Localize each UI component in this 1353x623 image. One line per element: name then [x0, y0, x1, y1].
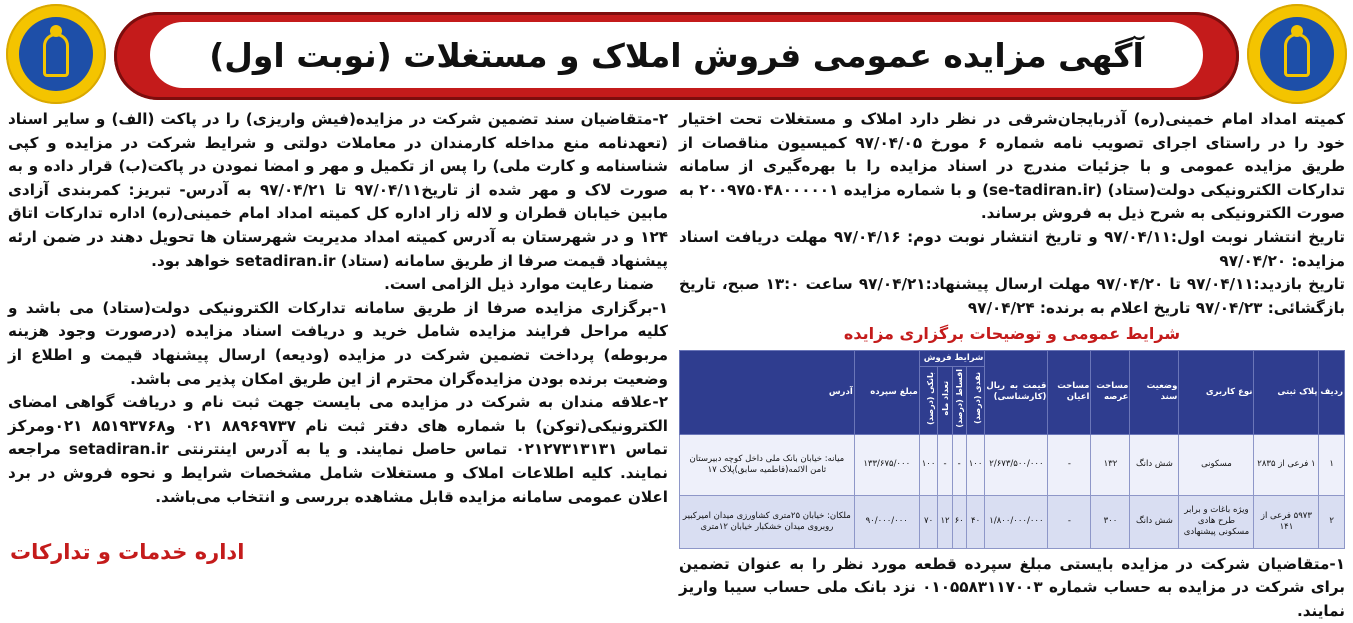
- cell-doc-status: شش دانگ: [1130, 434, 1179, 495]
- cell-cash: ۱۰۰: [966, 434, 985, 495]
- dates-paragraph-2: تاریخ بازدید:۹۷/۰۴/۱۱ تا ۹۷/۰۴/۲۰ مهلت ارسال پیشنهاد:۹۷/۰۴/۲۱ ساعت ۱۳:۰ صبح، تاریخ بازگشائی: ۹۷/۰۴/۲۳ تاریخ اعلام به برنده: ۹۷/۰۴/۲۴: [679, 275, 1346, 317]
- cell-bank: ۷۰: [919, 495, 938, 548]
- cell-usage: مسکونی: [1179, 434, 1254, 495]
- title-box: [150, 22, 1203, 88]
- condition-1-paragraph: ۱-متقاضیان شرکت در مزایده بایستی مبلغ سپرده قطعه مورد نظر را به عنوان تضمین برای شرکت در مزایده به حساب شماره ۰۱۰۵۵۸۳۱۱۷۰۰۳ نزد بانک ملی حساب سیبا واریز نمایند.: [679, 554, 1345, 620]
- cell-plate: ۵۹۷۳ فرعی از ۱۴۱: [1254, 495, 1319, 548]
- table-row: [680, 434, 1345, 495]
- header-land-area: مساحت عرصه: [1091, 350, 1130, 434]
- cell-price: ۱/۸۰۰/۰۰۰/۰۰۰: [985, 495, 1048, 548]
- cell-months: -: [938, 434, 952, 495]
- organization-logo-right: [1247, 4, 1347, 104]
- header-price: قیمت به ریال (کارشناسی): [985, 350, 1048, 434]
- cell-installment: ۶۰: [952, 495, 966, 548]
- left-paragraph-3: ضمنا رعایت موارد ذیل الزامی است.: [384, 275, 654, 294]
- left-paragraph-2: ۲-متقاضیان سند تضمین شرکت در مزایده(فیش واریزی) را در پاکت (الف) و سایر اسناد (تعهدنامه منع مداخله کارمندان در معاملات دولتی و شرایط شرکت در مزایده و کپی شناسنامه و کارت ملی) را پس از تکمیل و مهر و امضا نمودن در پاکت(ب) قرار داده و به صورت لاک و مهر شده از تاریخ۹۷/۰۴/۱۱ تا ۹۷/۰۴/۲۱ به آدرس- تبریز: کمربندی آزادی مابین خیابان قطران و لاله زار اداره کل کمیته امداد امام خمینی(ره) اداره تدارکات اتاق ۱۲۴ و در شهرستان به آدرس کمیته امداد مدیریت شهرستان ها تحویل دهند در ضمن ارئه پیشنهاد قیمت صرفا از طریق سامانه (ستاد) setadiran.ir خواهد بود.: [8, 110, 669, 270]
- cell-land-area: ۱۳۲: [1091, 434, 1130, 495]
- cell-building-area: -: [1048, 434, 1091, 495]
- organization-logo-left: [6, 4, 106, 104]
- left-paragraph-5: ۲-علاقه مندان به شرکت در مزایده می بایست جهت ثبت نام و دریافت گواهی امضای الکترونیکی(توکن) با شماره های دفتر ثبت نام ۸۸۹۶۹۷۳۷ ۰۲۱ و۸۵۱۹۳۷۶۸ ۰۲۱ومرکز تماس ۰۲۱۲۷۳۱۳۱۳۱ تماس حاصل نمایند. و یا به آدرس اینترنتی setadiran.ir مراجعه نمایند. کلیه اطلاعات املاک و مستغلات شامل مشخصات شرایط و نحوه فروش در برد اعلان عمومی سامانه مزایده قابل مشاهده بررسی و انتخاب می‌باشد.: [8, 393, 669, 506]
- cell-bank: ۱۰۰: [919, 434, 938, 495]
- header-installment: اقساط (درصد): [952, 366, 966, 434]
- auction-table: [679, 350, 1345, 549]
- left-paragraph-4: ۱-برگزاری مزایده صرفا از طریق سامانه تدارکات الکترونیکی دولت(ستاد) می باشد و کلیه مراحل فرایند مزایده شامل خرید و دریافت اسناد مزایده (درصورت وجود هزینه مربوطه) پرداخت تضمین شرکت در مزایده (ودیعه) ارسال پیشنهاد قیمت و اطلاع از وضعیت برنده بودن مزایده‌گران محترم از این طریق امکان پذیر می باشد.: [8, 298, 668, 388]
- header-cash: نقدی (درصد): [966, 366, 985, 434]
- cell-row: ۱: [1319, 434, 1345, 495]
- dates-paragraph-1: تاریخ انتشار نوبت اول:۹۷/۰۴/۱۱ و تاریخ انتشار نوبت دوم: ۹۷/۰۴/۱۶ مهلت دریافت اسناد مزایده: ۹۷/۰۴/۲۰: [679, 227, 1345, 270]
- cell-deposit: ۱۳۳/۶۷۵/۰۰۰: [854, 434, 919, 495]
- cell-months: ۱۲: [938, 495, 952, 548]
- header-months: تعداد ماه: [938, 366, 952, 434]
- cell-doc-status: شش دانگ: [1130, 495, 1179, 548]
- header-plate: پلاک ثبتی: [1254, 350, 1319, 434]
- cell-address: میانه: خیابان بانک ملی داخل کوچه دبیرستان ثامن الائمه(فاطمیه سابق)پلاک ۱۷: [680, 434, 855, 495]
- header-doc-status: وضعیت سند: [1130, 350, 1179, 434]
- header-deposit: مبلغ سپرده: [854, 350, 919, 434]
- left-column: [8, 108, 668, 509]
- cell-usage: ویژه باغات و برابر طرح هادی مسکونی پیشنهادی: [1179, 495, 1254, 548]
- cell-deposit: ۹۰/۰۰۰/۰۰۰: [854, 495, 919, 548]
- page-title: آگهی مزایده عمومی فروش املاک و مستغلات (نوبت اول): [209, 35, 1144, 75]
- conditions-section-title: شرایط عمومی و توضیحات برگزاری مزایده: [843, 324, 1181, 344]
- header-address: آدرس: [680, 350, 855, 434]
- cell-installment: -: [952, 434, 966, 495]
- header-sale-terms: شرایط فروش: [919, 350, 985, 366]
- signature: اداره خدمات و تدارکات: [10, 540, 245, 564]
- cell-land-area: ۳۰۰: [1091, 495, 1130, 548]
- right-column: [679, 108, 1345, 623]
- cell-cash: ۴۰: [966, 495, 985, 548]
- header-usage: نوع کاربری: [1179, 350, 1254, 434]
- cell-building-area: -: [1048, 495, 1091, 548]
- header-row: ردیف: [1319, 350, 1345, 434]
- intro-paragraph: کمیته امداد امام خمینی(ره) آذربایجان‌شرقی در نظر دارد املاک و مستغلات تحت اختیار خود را در راستای اجرای تصویب نامه شماره ۶ مورخ ۹۷/۰۴/۰۵ کمیسیون مناقصات از طریق مزایده عمومی و با جزئیات مندرج در اسناد مزایده را با بهره‌گیری از سامانه تدارکات الکترونیکی دولت(ستاد) (se-tadiran.ir) و با شماره مزایده ۲۰۰۹۷۵۰۴۸۰۰۰۰۰۱ به صورت الکترونیکی به شرح ذیل به فروش برساند.: [679, 110, 1345, 223]
- cell-price: ۲/۶۷۳/۵۰۰/۰۰۰: [985, 434, 1048, 495]
- cell-plate: ۱ فرعی از ۲۸۳۵: [1254, 434, 1319, 495]
- cell-address: ملکان: خیابان ۲۵متری کشاورزی میدان امیرکبیر روبروی میدان خشکبار خیابان ۱۲متری: [680, 495, 855, 548]
- cell-row: ۲: [1319, 495, 1345, 548]
- header-building-area: مساحت اعیان: [1048, 350, 1091, 434]
- table-row: [680, 495, 1345, 548]
- header-bank: بانکی (درصد): [919, 366, 938, 434]
